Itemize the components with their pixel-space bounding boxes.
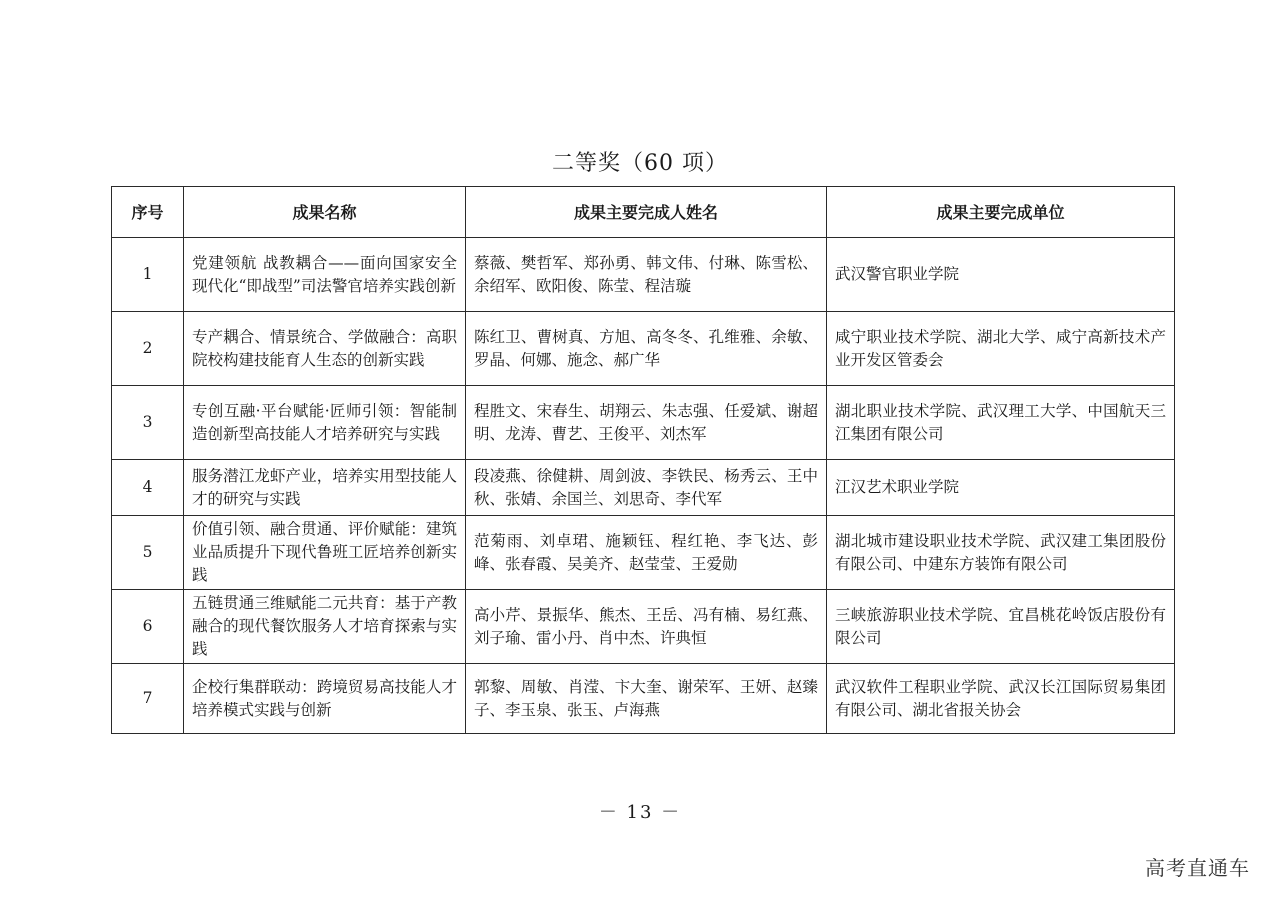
page-number: － 13 －: [598, 802, 682, 823]
row-contributors: 范菊雨、刘卓珺、施颖钰、程红艳、李飞达、彭 峰、张春霞、吴美齐、赵莹莹、王爱勋: [466, 516, 827, 590]
row-achievement-name: 企校行集群联动：跨境贸易高技能人才培养模式实践与创新: [184, 664, 466, 734]
header-number: 序号: [112, 187, 184, 238]
table-row: [112, 664, 1175, 734]
table-row: [112, 238, 1175, 312]
header-main-organizations: 成果主要完成单位: [827, 187, 1175, 238]
header-achievement-name: 成果名称: [184, 187, 466, 238]
row-organizations: 咸宁职业技术学院、湖北大学、咸宁高新技术产业开发区管委会: [827, 312, 1175, 386]
table-row: [112, 460, 1175, 516]
row-number: 5: [112, 516, 184, 590]
row-contributors: 高小芹、景振华、熊杰、王岳、冯有楠、易红燕、刘子瑜、雷小丹、肖中杰、许典恒: [466, 590, 827, 664]
table-row: [112, 516, 1175, 590]
table-header-row: [112, 187, 1175, 238]
table-row: [112, 312, 1175, 386]
row-contributors: 程胜文、宋春生、胡翔云、朱志强、任爱斌、谢超明、龙涛、曹艺、王俊平、刘杰军: [466, 386, 827, 460]
watermark: 高考直通车: [1145, 856, 1250, 880]
row-achievement-name: 五链贯通三维赋能二元共育：基于产教融合的现代餐饮服务人才培育探索与实践: [184, 590, 466, 664]
row-achievement-name: 党建领航 战教耦合——面向国家安全现代化“即战型”司法警官培养实践创新: [184, 238, 466, 312]
row-achievement-name: 专创互融·平台赋能·匠师引领：智能制造创新型高技能人才培养研究与实践: [184, 386, 466, 460]
table-row: [112, 590, 1175, 664]
row-number: 3: [112, 386, 184, 460]
row-achievement-name: 专产耦合、情景统合、学做融合：高职院校构建技能育人生态的创新实践: [184, 312, 466, 386]
row-contributors: 陈红卫、曹树真、方旭、高冬冬、孔维雅、余敏、罗晶、何娜、施念、郝广华: [466, 312, 827, 386]
row-contributors: 段凌燕、徐健耕、周剑波、李铁民、杨秀云、王中秋、张婧、余国兰、刘思奇、李代军: [466, 460, 827, 516]
awards-table: [111, 186, 1175, 734]
row-organizations: 湖北城市建设职业技术学院、武汉建工集团股份有限公司、中建东方装饰有限公司: [827, 516, 1175, 590]
row-organizations: 武汉软件工程职业学院、武汉长江国际贸易集团有限公司、湖北省报关协会: [827, 664, 1175, 734]
header-main-contributors: 成果主要完成人姓名: [466, 187, 827, 238]
row-number: 1: [112, 238, 184, 312]
row-number: 2: [112, 312, 184, 386]
row-number: 4: [112, 460, 184, 516]
row-number: 7: [112, 664, 184, 734]
row-contributors: 郭黎、周敏、肖滢、卞大奎、谢荣军、王妍、赵臻子、李玉泉、张玉、卢海燕: [466, 664, 827, 734]
page-title: 二等奖（60 项）: [552, 151, 728, 176]
row-organizations: 武汉警官职业学院: [827, 238, 1175, 312]
row-achievement-name: 价值引领、融合贯通、评价赋能：建筑业品质提升下现代鲁班工匠培养创新实践: [184, 516, 466, 590]
row-contributors: 蔡薇、樊哲军、郑孙勇、韩文伟、付琳、陈雪松、余绍军、欧阳俊、陈莹、程洁璇: [466, 238, 827, 312]
row-organizations: 湖北职业技术学院、武汉理工大学、中国航天三江集团有限公司: [827, 386, 1175, 460]
row-organizations: 三峡旅游职业技术学院、宜昌桃花岭饭店股份有限公司: [827, 590, 1175, 664]
row-number: 6: [112, 590, 184, 664]
row-organizations: 江汉艺术职业学院: [827, 460, 1175, 516]
row-achievement-name: 服务潜江龙虾产业，培养实用型技能人才的研究与实践: [184, 460, 466, 516]
table-row: [112, 386, 1175, 460]
